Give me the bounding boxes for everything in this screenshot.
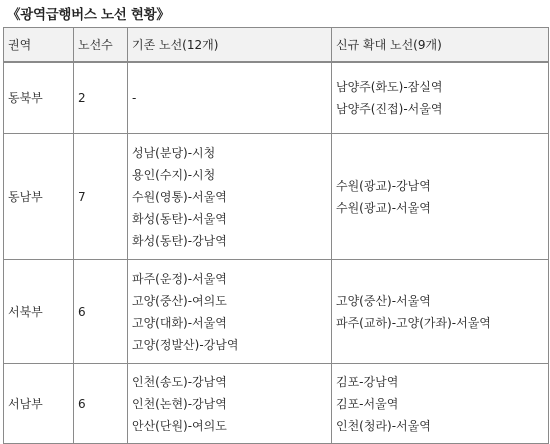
existing-routes-cell xyxy=(128,364,332,444)
route-item: - xyxy=(132,90,137,105)
page-title: 《광역급행버스 노선 현황》 xyxy=(7,7,170,23)
new-routes-cell xyxy=(332,260,549,364)
region-cell: 서북부 xyxy=(4,260,74,364)
table-row xyxy=(4,134,549,260)
route-item: 수원(영통)-서울역 xyxy=(132,189,227,204)
route-item: 김포-강남역 xyxy=(336,374,399,389)
route-item: 파주(운정)-서울역 xyxy=(132,271,227,286)
count-cell: 6 xyxy=(74,260,128,364)
route-item: 고양(중산)-서울역 xyxy=(336,293,431,308)
header-route-count: 노선수 xyxy=(74,28,128,62)
route-item: 인천(논현)-강남역 xyxy=(132,396,227,411)
table-header-row xyxy=(4,28,549,62)
route-item: 남양주(진접)-서울역 xyxy=(336,101,443,116)
new-routes-cell xyxy=(332,134,549,260)
route-item: 인천(청라)-서울역 xyxy=(336,418,431,433)
existing-routes-cell xyxy=(128,134,332,260)
route-item: 김포-서울역 xyxy=(336,396,399,411)
route-item: 고양(정발산)-강남역 xyxy=(132,337,239,352)
count-cell: 6 xyxy=(74,364,128,444)
count-cell: 2 xyxy=(74,62,128,134)
table-row xyxy=(4,62,549,134)
count-cell: 7 xyxy=(74,134,128,260)
region-cell: 서남부 xyxy=(4,364,74,444)
existing-routes-cell xyxy=(128,62,332,134)
route-item: 성남(분당)-시청 xyxy=(132,145,216,160)
new-routes-cell xyxy=(332,364,549,444)
new-routes-cell xyxy=(332,62,549,134)
existing-routes-cell xyxy=(128,260,332,364)
route-item: 고양(대화)-서울역 xyxy=(132,315,227,330)
region-cell: 동남부 xyxy=(4,134,74,260)
table-row xyxy=(4,364,549,444)
route-item: 화성(동탄)-강남역 xyxy=(132,233,227,248)
header-new-routes: 신규 확대 노선(9개) xyxy=(332,28,549,62)
region-cell: 동북부 xyxy=(4,62,74,134)
route-item: 파주(교하)-고양(가좌)-서울역 xyxy=(336,315,491,330)
route-item: 용인(수지)-시청 xyxy=(132,167,216,182)
table-row xyxy=(4,260,549,364)
route-item: 수원(광교)-서울역 xyxy=(336,200,431,215)
route-item: 화성(동탄)-서울역 xyxy=(132,211,227,226)
header-region: 권역 xyxy=(4,28,74,62)
header-existing-routes: 기존 노선(12개) xyxy=(128,28,332,62)
route-item: 남양주(화도)-잠실역 xyxy=(336,79,443,94)
route-item: 고양(중산)-여의도 xyxy=(132,293,227,308)
route-item: 인천(송도)-강남역 xyxy=(132,374,227,389)
bus-route-table xyxy=(3,27,549,444)
route-item: 안산(단원)-여의도 xyxy=(132,418,227,433)
route-item: 수원(광교)-강남역 xyxy=(336,178,431,193)
